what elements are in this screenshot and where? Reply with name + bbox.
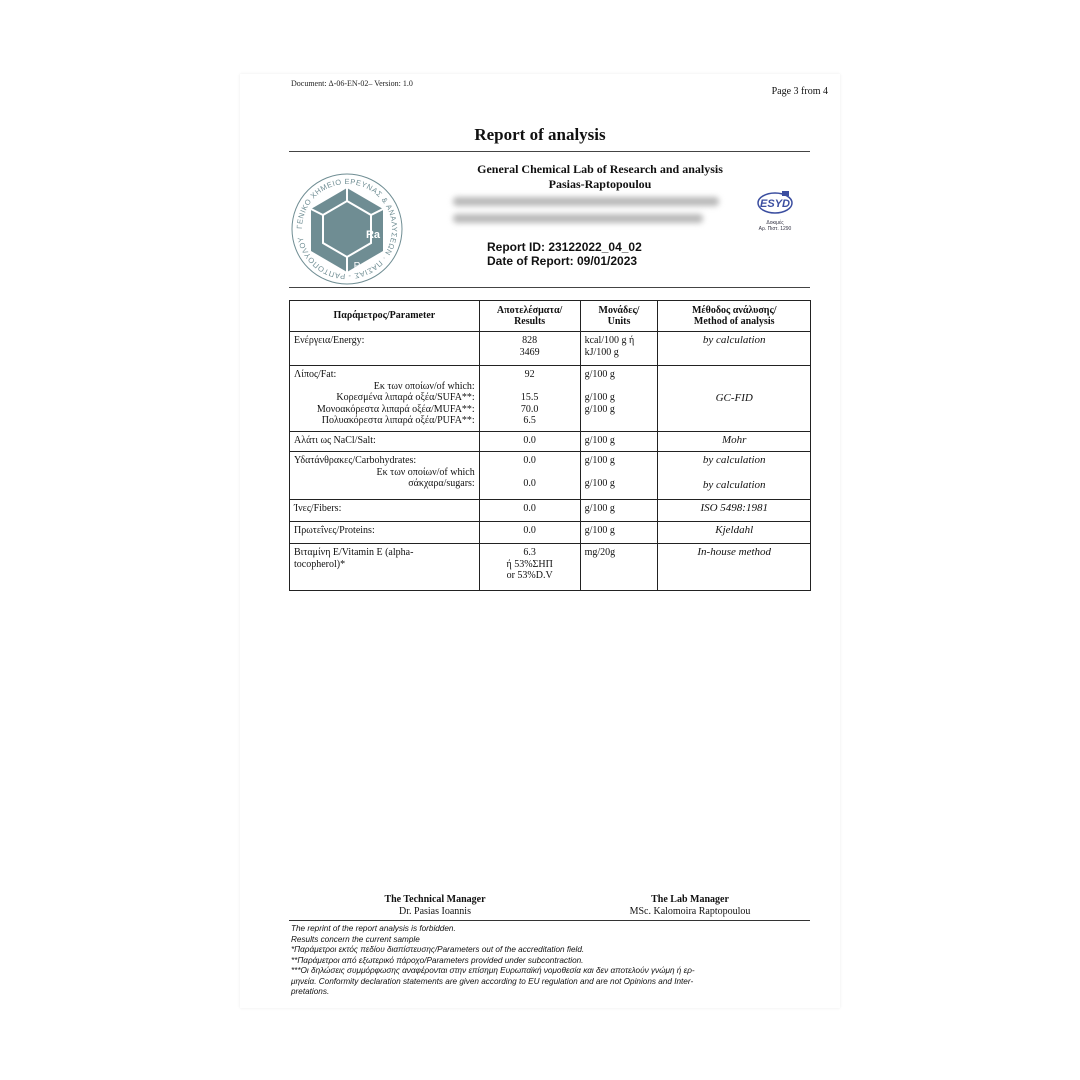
header-results: Αποτελέσματα/ Results — [479, 301, 580, 332]
table-header-row — [290, 301, 811, 332]
table-row-proteins — [290, 522, 811, 544]
header-parameter: Παράμετρος/Parameter — [290, 301, 480, 332]
lab-manager-title: The Lab Manager — [651, 894, 729, 905]
fat-unit: g/100 g g/100 g g/100 g — [580, 366, 658, 432]
lab-manager-signature — [600, 894, 780, 918]
footnote-conformity-2: μηνεία. Conformity declaration statements are given according to EU regulation and are not Opinions and Inter- — [291, 976, 694, 986]
energy-param: Ενέργεια/Energy: — [290, 332, 480, 366]
proteins-result: 0.0 — [479, 522, 580, 544]
footnotes — [291, 924, 811, 998]
energy-unit: kcal/100 g ή kJ/100 g — [580, 332, 658, 366]
redacted-address — [453, 197, 719, 206]
logo-ra-text: Ra — [365, 229, 381, 241]
redacted-contact — [453, 214, 703, 223]
fibers-result: 0.0 — [479, 500, 580, 522]
lab-manager-name: MSc. Kalomoira Raptopoulou — [629, 906, 751, 917]
report-date: Date of Report: 09/01/2023 — [487, 254, 638, 268]
fat-method: GC-FID — [658, 366, 811, 432]
energy-result: 828 3469 — [479, 332, 580, 366]
technical-manager-name: Dr. Pasias Ioannis — [399, 906, 471, 917]
carbs-result: 0.0 0.0 — [479, 452, 580, 500]
vitamin-e-method: In-house method — [658, 544, 811, 591]
report-id: Report ID: 23122022_04_02 — [487, 240, 642, 254]
table-row-vitamin-e — [290, 544, 811, 591]
carbs-unit: g/100 g g/100 g — [580, 452, 658, 500]
salt-unit: g/100 g — [580, 432, 658, 452]
salt-param: Αλάτι ως NaCl/Salt: — [290, 432, 480, 452]
fat-param: Λίπος/Fat: Εκ των οποίων/of which: Κορεσμένα λιπαρά οξέα/SUFA**: Μονοακόρεστα λιπαρά οξέα/MUFA**: Πολυακόρεστα λιπαρά οξέα/PUFA**: — [290, 366, 480, 432]
accreditation-sub2: Αρ. Πιστ. 1290 — [758, 226, 792, 232]
footer-divider — [289, 920, 810, 921]
table-row-salt — [290, 432, 811, 452]
header-units: Μονάδες/ Units — [580, 301, 658, 332]
results-table — [289, 300, 811, 591]
proteins-param: Πρωτεΐνες/Proteins: — [290, 522, 480, 544]
footnote-subcontraction: **Παράμετροι από εξωτερικό πάροχο/Parameters provided under subcontraction. — [291, 955, 584, 965]
table-row-fat — [290, 366, 811, 432]
accreditation-logo — [750, 189, 800, 232]
footnote-conformity-1: ***Οι δηλώσεις συμμόρφωσης αναφέρονται στην επίσημη Ευρωπαϊκή νομοθεσία και δεν αποτελούν γνώμη ή ερ- — [291, 966, 695, 975]
carbs-method: by calculation by calculation — [658, 452, 811, 500]
info-divider — [289, 287, 810, 288]
svg-text:ESYD: ESYD — [760, 198, 790, 210]
salt-method: Mohr — [658, 432, 811, 452]
footnote-reprint: The reprint of the report analysis is forbidden. — [291, 924, 456, 933]
lab-logo — [284, 166, 410, 292]
vitamin-e-result: 6.3 ή 53%ΣΗΠ or 53%D.V — [479, 544, 580, 591]
salt-result: 0.0 — [479, 432, 580, 452]
fat-result: 92 15.5 70.0 6.5 — [479, 366, 580, 432]
report-page — [240, 74, 840, 1008]
technical-manager-title: The Technical Manager — [384, 894, 486, 905]
vitamin-e-unit: mg/20g — [580, 544, 658, 591]
footnote-conformity-3: pretations. — [291, 987, 330, 996]
logo-p-text: P — [353, 261, 361, 272]
proteins-unit: g/100 g — [580, 522, 658, 544]
footnote-sample: Results concern the current sample — [291, 934, 420, 944]
table-row-energy — [290, 332, 811, 366]
table-row-fibers — [290, 500, 811, 522]
esyd-icon — [755, 189, 795, 215]
proteins-method: Kjeldahl — [658, 522, 811, 544]
fibers-param: Ίνες/Fibers: — [290, 500, 480, 522]
vitamin-e-param: Βιταμίνη E/Vitamin E (alpha- tocopherol)* — [290, 544, 480, 591]
report-title: Report of analysis — [474, 125, 606, 144]
lab-name-line1: General Chemical Lab of Research and analysis — [477, 162, 723, 176]
document-id: Document: Δ-06-EN-02– Version: 1.0 — [291, 79, 413, 88]
footnote-accreditation: *Παράμετροι εκτός πεδίου διαπίστευσης/Parameters out of the accreditation field. — [291, 945, 585, 954]
accreditation-sub1: Δοκιμές — [766, 220, 784, 226]
fibers-method: ISO 5498:1981 — [658, 500, 811, 522]
lab-name-line2: Pasias-Raptopoulou — [548, 177, 652, 191]
technical-manager-signature — [350, 894, 520, 918]
table-row-carbohydrates — [290, 452, 811, 500]
logo-ring-text: ΓΕΝΙΚΟ ΧΗΜΕΙΟ ΕΡΕΥΝΑΣ & ΑΝΑΛΥΣΕΩΝ · ΠΑΣΙΑΣ - ΡΑΠΤΟΠΟΥΛΟΥ — [294, 176, 400, 282]
lab-name — [440, 162, 760, 192]
fibers-unit: g/100 g — [580, 500, 658, 522]
carbs-param: Υδατάνθρακες/Carbohydrates: Εκ των οποίων/of which σάκχαρα/sugars: — [290, 452, 480, 500]
header-divider — [289, 151, 810, 152]
energy-method: by calculation — [658, 332, 811, 366]
header-method: Μέθοδος ανάλυσης/ Method of analysis — [658, 301, 811, 332]
page-number: Page 3 from 4 — [771, 86, 828, 97]
report-info — [487, 240, 642, 268]
